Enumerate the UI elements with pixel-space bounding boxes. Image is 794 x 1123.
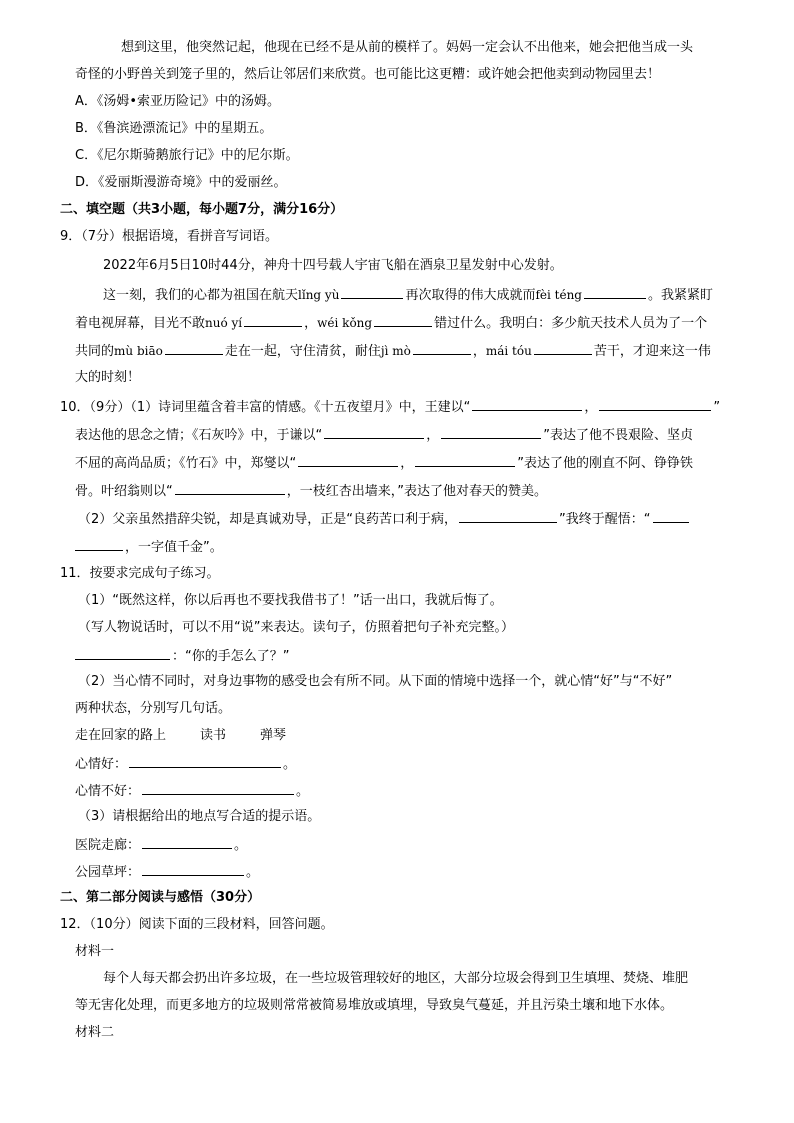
q10-line-6: ，一字值千金”。 xyxy=(75,536,223,558)
material-1-line-1: 每个人每天都会扔出许多垃圾，在一些垃圾管理较好的地区，大部分垃圾会得到卫生填埋、焚烧、堆肥 xyxy=(103,971,689,986)
option-c: C．《尼尔斯骑鹅旅行记》中的尼尔斯。 xyxy=(75,148,299,163)
blank-10-5[interactable] xyxy=(298,452,398,467)
blank-11-1[interactable] xyxy=(75,645,170,660)
q10-line-1: 10．（9分）（1）诗词里蕴含着丰富的情感。《十五夜望月》中，王建以“ ， ” xyxy=(60,396,720,418)
blank-11-park[interactable] xyxy=(142,861,244,876)
blank-10-2[interactable] xyxy=(599,396,711,411)
pinyin-nuoyi: nuó yí xyxy=(205,316,243,330)
section-2-title: 二、填空题（共3小题，每小题7分，满分16分） xyxy=(60,202,344,217)
q10-line-5: （2）父亲虽然措辞尖锐，却是真诚劝导，正是“良药苦口利于病， ”我终于醒悟：“ xyxy=(78,508,691,530)
blank-2[interactable] xyxy=(584,284,646,299)
q11-part-2-b: 两种状态，分别写几句话。 xyxy=(75,701,232,716)
blank-11-good[interactable] xyxy=(129,753,281,768)
material-1-line-2: 等无害化处理，而更多地方的垃圾则常常被简易堆放或填埋，导致臭气蔓延，并且污染土壤和地下水体。 xyxy=(75,998,674,1013)
q9-line-2: 这一刻，我们的心都为祖国在航天lǐng yù 再次取得的伟大成就而fèi téng 。我紧紧盯 xyxy=(103,284,713,306)
q10-line-3: 不屈的高尚品质；《竹石》中，郑燮以“ ， ”表达了他的刚直不阿、铮铮铁 xyxy=(75,452,693,474)
blank-10-7[interactable] xyxy=(175,480,285,495)
q9-line-1: 2022年6月5日10时44分，神舟十四号载人宇宙飞船在酒泉卫星发射中心发射。 xyxy=(103,258,563,273)
q11-part-1-note: （写人物说话时，可以不用“说”来表达。读句子，仿照着把句子补充完整。） xyxy=(78,620,514,635)
q10-line-2: 表达他的思念之情；《石灰吟》中，于谦以“ ， ”表达了他不畏艰险、坚贞 xyxy=(75,424,693,446)
section-3-title: 二、第二部分阅读与感悟（30分） xyxy=(60,890,261,905)
blank-10-3[interactable] xyxy=(324,424,424,439)
pinyin-feiteng: fèi téng xyxy=(535,288,582,302)
q10-line-4: 骨。叶绍翁则以“ ，一枝红杏出墙来，”表达了他对春天的赞美。 xyxy=(75,480,547,502)
q9-line-4: 共同的mù biāo 走在一起，守住清贫，耐住jì mò ，mái tóu 苦干，才迎来这一伟 xyxy=(75,340,711,362)
blank-10-6[interactable] xyxy=(415,452,515,467)
blank-5[interactable] xyxy=(165,340,223,355)
blank-10-4[interactable] xyxy=(441,424,541,439)
q9-line-3: 着电视屏幕，目光不敢nuó yí ，wéi kǒng 错过什么。我明白：多少航天技术人员为了一个 xyxy=(75,312,707,334)
material-2-label: 材料二 xyxy=(75,1025,115,1040)
blank-10-10[interactable] xyxy=(75,536,123,551)
pinyin-jimo: jì mò xyxy=(380,344,411,358)
q11-bad-mood: 心情不好： 。 xyxy=(75,780,309,802)
scene-piano: 弹琴 xyxy=(260,728,287,743)
option-b: B．《鲁滨逊漂流记》中的星期五。 xyxy=(75,121,273,136)
blank-10-8[interactable] xyxy=(459,508,557,523)
pinyin-mubiao: mù biāo xyxy=(114,344,163,358)
q11-part-1-answer: ：“你的手怎么了？” xyxy=(75,645,289,667)
q11-park: 公园草坪： 。 xyxy=(75,861,259,883)
blank-11-hospital[interactable] xyxy=(142,834,232,849)
q11-scenes xyxy=(75,726,286,746)
scene-reading: 读书 xyxy=(200,728,227,743)
q11-part-2-a: （2）当心情不同时，对身边事物的感受也会有所不同。从下面的情境中选择一个，就心情“好”与“不好” xyxy=(78,674,673,689)
pinyin-lingyu: lǐng yù xyxy=(298,288,340,302)
blank-3[interactable] xyxy=(244,312,302,327)
q9-stem: 9．（7分）根据语境，看拼音写词语。 xyxy=(60,229,279,244)
blank-6[interactable] xyxy=(413,340,471,355)
pinyin-maitou: mái tóu xyxy=(485,344,532,358)
q11-good-mood: 心情好： 。 xyxy=(75,753,296,775)
option-d: D．《爱丽斯漫游奇境》中的爱丽丝。 xyxy=(75,175,287,190)
blank-4[interactable] xyxy=(374,312,432,327)
blank-7[interactable] xyxy=(534,340,592,355)
blank-10-1[interactable] xyxy=(472,396,582,411)
passage-line-1: 想到这里，他突然记起，他现在已经不是从前的模样了。妈妈一定会认不出他来，她会把他当成一头 xyxy=(121,40,694,55)
material-1-label: 材料一 xyxy=(75,944,115,959)
q11-part-3: （3）请根据给出的地点写合适的提示语。 xyxy=(78,809,321,824)
blank-10-9[interactable] xyxy=(653,508,689,523)
blank-11-bad[interactable] xyxy=(142,780,294,795)
q11-hospital: 医院走廊： 。 xyxy=(75,834,247,856)
q11-part-1: （1）“既然这样，你以后再也不要找我借书了！”话一出口，我就后悔了。 xyxy=(78,593,503,608)
q11-stem: 11．按要求完成句子练习。 xyxy=(60,566,220,581)
option-a: A．《汤姆•索亚历险记》中的汤姆。 xyxy=(75,94,281,109)
passage-line-2: 奇怪的小野兽关到笼子里的，然后让邻居们来欣赏。也可能比这更糟：或许她会把他卖到动物园里去！ xyxy=(75,67,661,82)
scene-walk-home: 走在回家的路上 xyxy=(75,728,167,743)
q12-stem: 12．（10分）阅读下面的三段材料，回答问题。 xyxy=(60,917,334,932)
pinyin-weikong: wéi kǒng xyxy=(317,316,373,330)
q9-line-5: 大的时刻！ xyxy=(75,370,141,385)
blank-1[interactable] xyxy=(341,284,403,299)
